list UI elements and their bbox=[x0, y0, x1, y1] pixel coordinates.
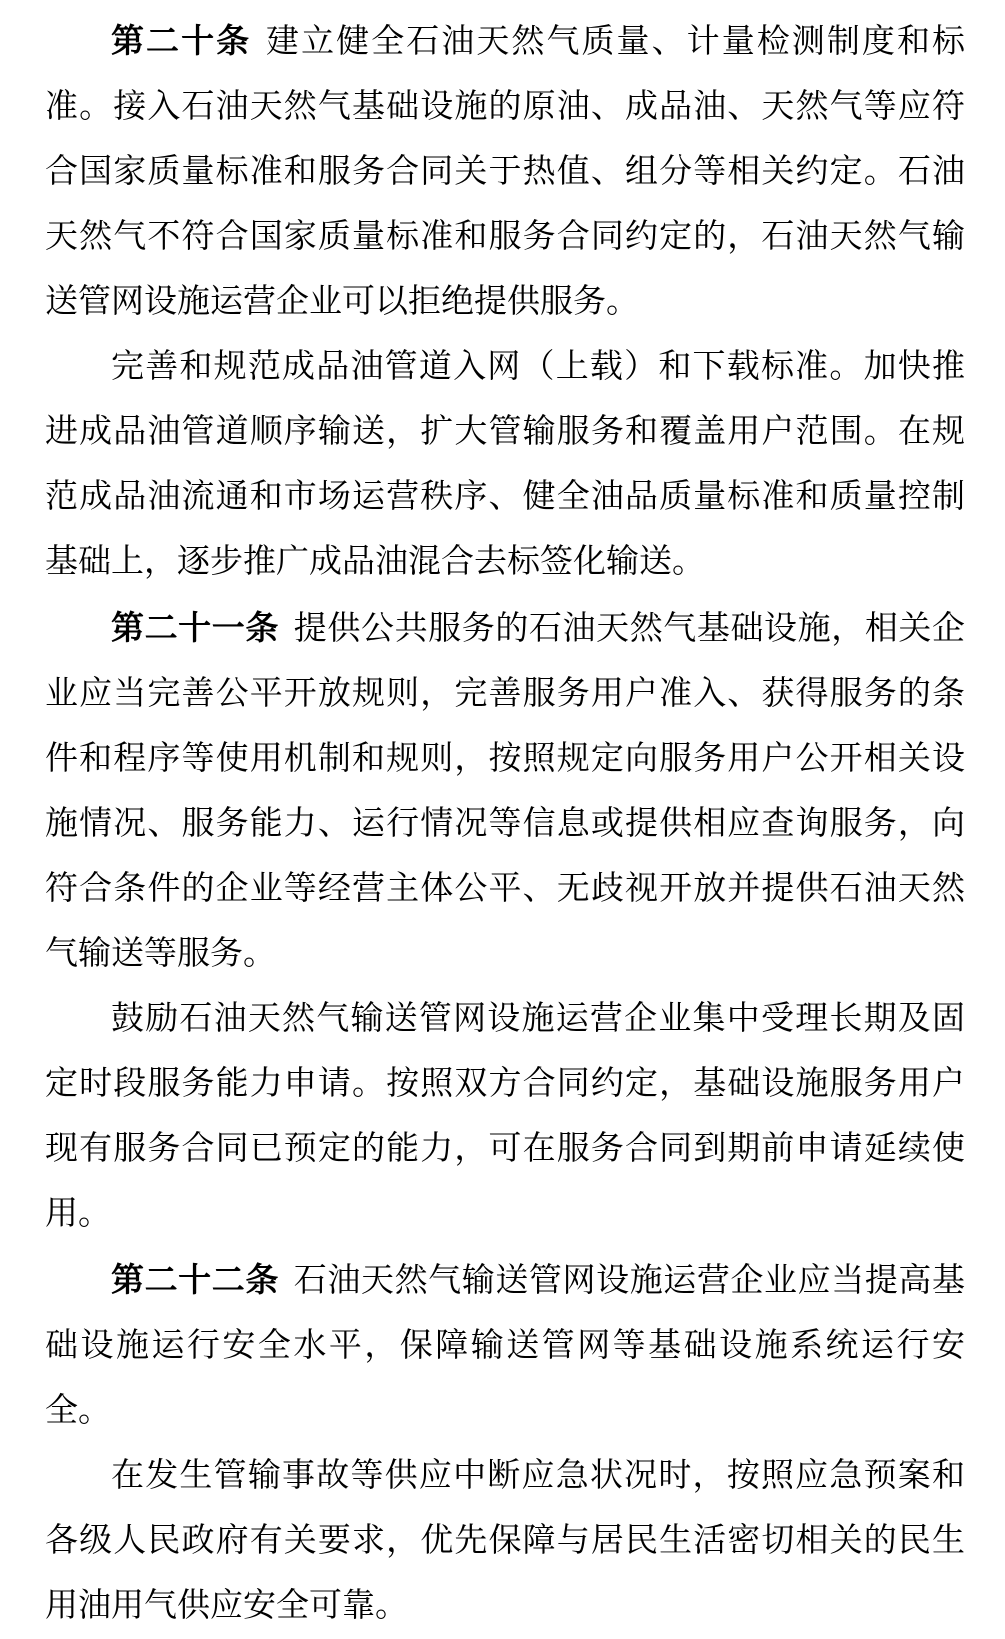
paragraph-text: 鼓励石油天然气输送管网设施运营企业集中受理长期及固定时段服务能力申请。按照双方合同约定，基础设施服务用户现有服务合同已预定的能力，可在服务合同到期前申请延续使用。 bbox=[45, 1001, 965, 1232]
article-number: 第二十条 bbox=[111, 22, 252, 59]
paragraph-text: 提供公共服务的石油天然气基础设施，相关企业应当完善公平开放规则，完善服务用户准入、获得服务的条件和程序等使用机制和规则，按照规定向服务用户公开相关设施情况、服务能力、运行情况等信息或提供相应查询服务，向符合条件的企业等经营主体公平、无歧视开放并提供石油天然气输送等服务。 bbox=[45, 611, 966, 972]
paragraph-text: 在发生管输事故等供应中断应急状况时，按照应急预案和各级人民政府有关要求，优先保障与居民生活密切相关的民生用油用气供应安全可靠。 bbox=[45, 1458, 965, 1624]
paragraph-text: 建立健全石油天然气质量、计量检测制度和标准。接入石油天然气基础设施的原油、成品油、天然气等应符合国家质量标准和服务合同关于热值、组分等相关约定。石油天然气不符合国家质量标准和服务合同约定的，石油天然气输送管网设施运营企业可以拒绝提供服务。 bbox=[45, 24, 966, 320]
paragraph-article-21 bbox=[45, 595, 965, 987]
paragraph-article-20 bbox=[45, 8, 965, 335]
paragraph-article-22 bbox=[45, 1247, 965, 1444]
paragraph bbox=[45, 987, 965, 1247]
paragraph-text: 石油天然气输送管网设施运营企业应当提高基础设施运行安全水平，保障输送管网等基础设施系统运行安全。 bbox=[45, 1263, 966, 1429]
paragraph bbox=[45, 1444, 965, 1639]
article-number: 第二十二条 bbox=[111, 1261, 279, 1298]
paragraph-text: 完善和规范成品油管道入网（上载）和下载标准。加快推进成品油管道顺序输送，扩大管输服务和覆盖用户范围。在规范成品油流通和市场运营秩序、健全油品质量标准和质量控制基础上，逐步推广成品油混合去标签化输送。 bbox=[45, 349, 965, 580]
paragraph bbox=[45, 335, 965, 595]
article-number: 第二十一条 bbox=[111, 609, 279, 646]
